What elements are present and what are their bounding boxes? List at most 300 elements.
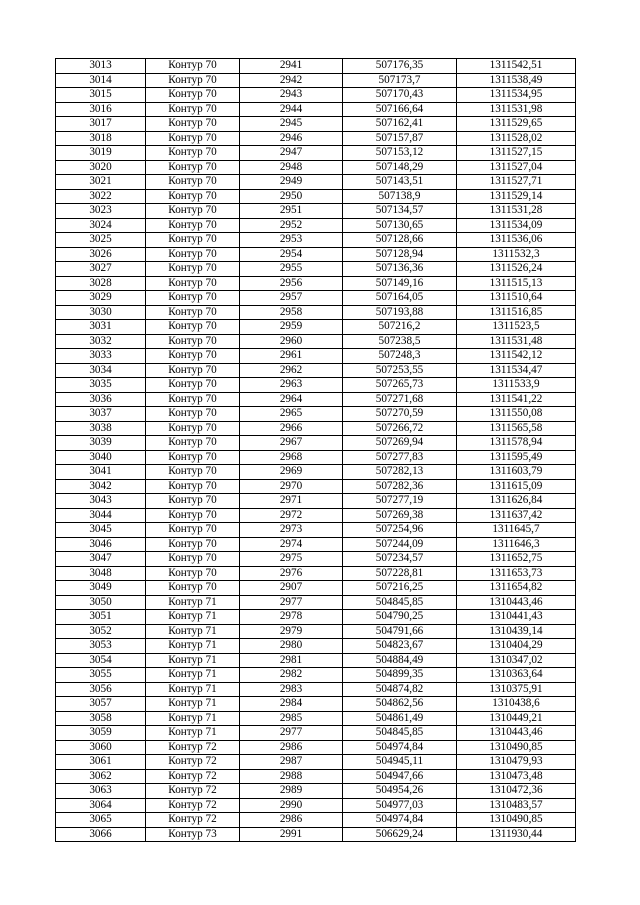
table-row	[56, 726, 576, 741]
point-number-cell: 2978	[240, 610, 343, 625]
row-number-cell: 3018	[56, 131, 146, 146]
point-number-cell: 2944	[240, 102, 343, 117]
row-number-cell: 3019	[56, 146, 146, 161]
x-coordinate-cell: 504947,66	[343, 769, 457, 784]
row-number-cell: 3051	[56, 610, 146, 625]
x-coordinate-cell: 504884,49	[343, 653, 457, 668]
x-coordinate-cell: 507253,55	[343, 363, 457, 378]
point-number-cell: 2982	[240, 668, 343, 683]
point-number-cell: 2952	[240, 218, 343, 233]
table-row	[56, 740, 576, 755]
row-number-cell: 3025	[56, 233, 146, 248]
row-number-cell: 3032	[56, 334, 146, 349]
row-number-cell: 3048	[56, 566, 146, 581]
point-number-cell: 2947	[240, 146, 343, 161]
table-row	[56, 117, 576, 132]
point-number-cell: 2973	[240, 523, 343, 538]
contour-cell: Контур 70	[146, 102, 240, 117]
table-row	[56, 624, 576, 639]
row-number-cell: 3020	[56, 160, 146, 175]
x-coordinate-cell: 507166,64	[343, 102, 457, 117]
point-number-cell: 2984	[240, 697, 343, 712]
x-coordinate-cell: 507138,9	[343, 189, 457, 204]
point-number-cell: 2907	[240, 581, 343, 596]
point-number-cell: 2970	[240, 479, 343, 494]
x-coordinate-cell: 507216,25	[343, 581, 457, 596]
x-coordinate-cell: 507234,57	[343, 552, 457, 567]
y-coordinate-cell: 1311527,04	[457, 160, 576, 175]
table-row	[56, 450, 576, 465]
contour-cell: Контур 70	[146, 59, 240, 74]
table-row	[56, 407, 576, 422]
x-coordinate-cell: 507282,13	[343, 465, 457, 480]
contour-cell: Контур 71	[146, 639, 240, 654]
y-coordinate-cell: 1311603,79	[457, 465, 576, 480]
y-coordinate-cell: 1311565,58	[457, 421, 576, 436]
point-number-cell: 2977	[240, 595, 343, 610]
contour-cell: Контур 70	[146, 88, 240, 103]
row-number-cell: 3016	[56, 102, 146, 117]
x-coordinate-cell: 507248,3	[343, 349, 457, 364]
contour-cell: Контур 70	[146, 363, 240, 378]
x-coordinate-cell: 507162,41	[343, 117, 457, 132]
row-number-cell: 3039	[56, 436, 146, 451]
x-coordinate-cell: 507157,87	[343, 131, 457, 146]
y-coordinate-cell: 1310449,21	[457, 711, 576, 726]
point-number-cell: 2969	[240, 465, 343, 480]
point-number-cell: 2974	[240, 537, 343, 552]
table-row	[56, 566, 576, 581]
x-coordinate-cell: 504790,25	[343, 610, 457, 625]
point-number-cell: 2951	[240, 204, 343, 219]
y-coordinate-cell: 1311538,49	[457, 73, 576, 88]
y-coordinate-cell: 1311653,73	[457, 566, 576, 581]
point-number-cell: 2987	[240, 755, 343, 770]
table-row	[56, 508, 576, 523]
y-coordinate-cell: 1311528,02	[457, 131, 576, 146]
y-coordinate-cell: 1310472,36	[457, 784, 576, 799]
contour-cell: Контур 70	[146, 566, 240, 581]
row-number-cell: 3029	[56, 291, 146, 306]
y-coordinate-cell: 1310490,85	[457, 813, 576, 828]
x-coordinate-cell: 504861,49	[343, 711, 457, 726]
point-number-cell: 2953	[240, 233, 343, 248]
point-number-cell: 2980	[240, 639, 343, 654]
table-row	[56, 668, 576, 683]
contour-cell: Контур 70	[146, 218, 240, 233]
x-coordinate-cell: 507128,94	[343, 247, 457, 262]
table-row	[56, 392, 576, 407]
row-number-cell: 3027	[56, 262, 146, 277]
point-number-cell: 2976	[240, 566, 343, 581]
y-coordinate-cell: 1311626,84	[457, 494, 576, 509]
contour-cell: Контур 72	[146, 740, 240, 755]
point-number-cell: 2946	[240, 131, 343, 146]
contour-cell: Контур 70	[146, 392, 240, 407]
contour-cell: Контур 70	[146, 320, 240, 335]
row-number-cell: 3023	[56, 204, 146, 219]
y-coordinate-cell: 1311533,9	[457, 378, 576, 393]
x-coordinate-cell: 507193,88	[343, 305, 457, 320]
table-row	[56, 653, 576, 668]
table-row	[56, 682, 576, 697]
contour-cell: Контур 72	[146, 769, 240, 784]
contour-cell: Контур 72	[146, 813, 240, 828]
x-coordinate-cell: 507277,83	[343, 450, 457, 465]
row-number-cell: 3024	[56, 218, 146, 233]
table-row	[56, 378, 576, 393]
table-row	[56, 73, 576, 88]
x-coordinate-cell: 507136,36	[343, 262, 457, 277]
point-number-cell: 2975	[240, 552, 343, 567]
table-row	[56, 175, 576, 190]
x-coordinate-cell: 507173,7	[343, 73, 457, 88]
contour-cell: Контур 71	[146, 624, 240, 639]
point-number-cell: 2968	[240, 450, 343, 465]
contour-cell: Контур 70	[146, 508, 240, 523]
contour-cell: Контур 71	[146, 668, 240, 683]
table-row	[56, 581, 576, 596]
point-number-cell: 2989	[240, 784, 343, 799]
point-number-cell: 2963	[240, 378, 343, 393]
row-number-cell: 3031	[56, 320, 146, 335]
x-coordinate-cell: 507176,35	[343, 59, 457, 74]
y-coordinate-cell: 1310473,48	[457, 769, 576, 784]
contour-cell: Контур 70	[146, 407, 240, 422]
point-number-cell: 2985	[240, 711, 343, 726]
contour-cell: Контур 70	[146, 117, 240, 132]
table-body	[56, 59, 576, 842]
row-number-cell: 3028	[56, 276, 146, 291]
table-row	[56, 146, 576, 161]
point-number-cell: 2948	[240, 160, 343, 175]
row-number-cell: 3065	[56, 813, 146, 828]
table-row	[56, 494, 576, 509]
point-number-cell: 2962	[240, 363, 343, 378]
x-coordinate-cell: 507266,72	[343, 421, 457, 436]
table-row	[56, 88, 576, 103]
point-number-cell: 2991	[240, 827, 343, 842]
contour-cell: Контур 71	[146, 726, 240, 741]
point-number-cell: 2983	[240, 682, 343, 697]
y-coordinate-cell: 1311510,64	[457, 291, 576, 306]
point-number-cell: 2964	[240, 392, 343, 407]
point-number-cell: 2949	[240, 175, 343, 190]
y-coordinate-cell: 1310483,57	[457, 798, 576, 813]
table-row	[56, 233, 576, 248]
y-coordinate-cell: 1310441,43	[457, 610, 576, 625]
point-number-cell: 2990	[240, 798, 343, 813]
point-number-cell: 2981	[240, 653, 343, 668]
contour-cell: Контур 70	[146, 494, 240, 509]
point-number-cell: 2967	[240, 436, 343, 451]
y-coordinate-cell: 1311516,85	[457, 305, 576, 320]
row-number-cell: 3043	[56, 494, 146, 509]
table-row	[56, 798, 576, 813]
table-row	[56, 479, 576, 494]
y-coordinate-cell: 1310363,64	[457, 668, 576, 683]
x-coordinate-cell: 506629,24	[343, 827, 457, 842]
row-number-cell: 3055	[56, 668, 146, 683]
table-row	[56, 595, 576, 610]
x-coordinate-cell: 507143,51	[343, 175, 457, 190]
table-row	[56, 769, 576, 784]
row-number-cell: 3035	[56, 378, 146, 393]
contour-cell: Контур 70	[146, 73, 240, 88]
x-coordinate-cell: 507254,96	[343, 523, 457, 538]
point-number-cell: 2941	[240, 59, 343, 74]
contour-cell: Контур 70	[146, 378, 240, 393]
y-coordinate-cell: 1311534,47	[457, 363, 576, 378]
point-number-cell: 2945	[240, 117, 343, 132]
y-coordinate-cell: 1310443,46	[457, 726, 576, 741]
table-row	[56, 291, 576, 306]
table-row	[56, 421, 576, 436]
contour-cell: Контур 70	[146, 247, 240, 262]
row-number-cell: 3041	[56, 465, 146, 480]
x-coordinate-cell: 507270,59	[343, 407, 457, 422]
y-coordinate-cell: 1311531,48	[457, 334, 576, 349]
point-number-cell: 2988	[240, 769, 343, 784]
row-number-cell: 3013	[56, 59, 146, 74]
y-coordinate-cell: 1311645,7	[457, 523, 576, 538]
coordinates-table	[55, 58, 576, 842]
y-coordinate-cell: 1311615,09	[457, 479, 576, 494]
contour-cell: Контур 70	[146, 552, 240, 567]
y-coordinate-cell: 1311532,3	[457, 247, 576, 262]
row-number-cell: 3038	[56, 421, 146, 436]
row-number-cell: 3030	[56, 305, 146, 320]
x-coordinate-cell: 504862,56	[343, 697, 457, 712]
row-number-cell: 3062	[56, 769, 146, 784]
point-number-cell: 2986	[240, 740, 343, 755]
contour-cell: Контур 72	[146, 755, 240, 770]
contour-cell: Контур 70	[146, 436, 240, 451]
point-number-cell: 2957	[240, 291, 343, 306]
contour-cell: Контур 71	[146, 697, 240, 712]
y-coordinate-cell: 1311515,13	[457, 276, 576, 291]
row-number-cell: 3017	[56, 117, 146, 132]
table-row	[56, 639, 576, 654]
row-number-cell: 3037	[56, 407, 146, 422]
table-row	[56, 320, 576, 335]
row-number-cell: 3049	[56, 581, 146, 596]
y-coordinate-cell: 1310375,91	[457, 682, 576, 697]
y-coordinate-cell: 1311637,42	[457, 508, 576, 523]
row-number-cell: 3054	[56, 653, 146, 668]
row-number-cell: 3047	[56, 552, 146, 567]
x-coordinate-cell: 507269,94	[343, 436, 457, 451]
x-coordinate-cell: 507282,36	[343, 479, 457, 494]
y-coordinate-cell: 1311542,12	[457, 349, 576, 364]
table-row	[56, 697, 576, 712]
x-coordinate-cell: 507153,12	[343, 146, 457, 161]
contour-cell: Контур 70	[146, 291, 240, 306]
row-number-cell: 3045	[56, 523, 146, 538]
x-coordinate-cell: 504845,85	[343, 726, 457, 741]
point-number-cell: 2955	[240, 262, 343, 277]
contour-cell: Контур 71	[146, 610, 240, 625]
contour-cell: Контур 70	[146, 233, 240, 248]
y-coordinate-cell: 1311578,94	[457, 436, 576, 451]
y-coordinate-cell: 1311930,44	[457, 827, 576, 842]
contour-cell: Контур 70	[146, 131, 240, 146]
x-coordinate-cell: 504974,84	[343, 813, 457, 828]
contour-cell: Контур 72	[146, 798, 240, 813]
x-coordinate-cell: 507269,38	[343, 508, 457, 523]
row-number-cell: 3057	[56, 697, 146, 712]
point-number-cell: 2965	[240, 407, 343, 422]
contour-cell: Контур 70	[146, 146, 240, 161]
contour-cell: Контур 73	[146, 827, 240, 842]
x-coordinate-cell: 507170,43	[343, 88, 457, 103]
table-row	[56, 784, 576, 799]
table-row	[56, 436, 576, 451]
x-coordinate-cell: 504823,67	[343, 639, 457, 654]
x-coordinate-cell: 507164,05	[343, 291, 457, 306]
contour-cell: Контур 71	[146, 653, 240, 668]
row-number-cell: 3052	[56, 624, 146, 639]
row-number-cell: 3026	[56, 247, 146, 262]
table-row	[56, 610, 576, 625]
x-coordinate-cell: 507238,5	[343, 334, 457, 349]
contour-cell: Контур 72	[146, 784, 240, 799]
table-row	[56, 523, 576, 538]
table-row	[56, 305, 576, 320]
point-number-cell: 2960	[240, 334, 343, 349]
contour-cell: Контур 70	[146, 276, 240, 291]
contour-cell: Контур 70	[146, 334, 240, 349]
point-number-cell: 2954	[240, 247, 343, 262]
table-row	[56, 552, 576, 567]
y-coordinate-cell: 1311526,24	[457, 262, 576, 277]
row-number-cell: 3046	[56, 537, 146, 552]
y-coordinate-cell: 1311531,28	[457, 204, 576, 219]
x-coordinate-cell: 504945,11	[343, 755, 457, 770]
contour-cell: Контур 70	[146, 204, 240, 219]
y-coordinate-cell: 1311523,5	[457, 320, 576, 335]
table-row	[56, 218, 576, 233]
contour-cell: Контур 71	[146, 682, 240, 697]
table-row	[56, 537, 576, 552]
x-coordinate-cell: 504899,35	[343, 668, 457, 683]
contour-cell: Контур 71	[146, 711, 240, 726]
point-number-cell: 2956	[240, 276, 343, 291]
x-coordinate-cell: 507277,19	[343, 494, 457, 509]
row-number-cell: 3066	[56, 827, 146, 842]
y-coordinate-cell: 1311527,15	[457, 146, 576, 161]
table-row	[56, 465, 576, 480]
row-number-cell: 3059	[56, 726, 146, 741]
row-number-cell: 3064	[56, 798, 146, 813]
row-number-cell: 3050	[56, 595, 146, 610]
row-number-cell: 3036	[56, 392, 146, 407]
contour-cell: Контур 70	[146, 175, 240, 190]
table-row	[56, 262, 576, 277]
row-number-cell: 3033	[56, 349, 146, 364]
contour-cell: Контур 70	[146, 421, 240, 436]
contour-cell: Контур 70	[146, 581, 240, 596]
x-coordinate-cell: 507228,81	[343, 566, 457, 581]
contour-cell: Контур 71	[146, 595, 240, 610]
contour-cell: Контур 70	[146, 305, 240, 320]
row-number-cell: 3053	[56, 639, 146, 654]
x-coordinate-cell: 504954,26	[343, 784, 457, 799]
point-number-cell: 2943	[240, 88, 343, 103]
point-number-cell: 2977	[240, 726, 343, 741]
y-coordinate-cell: 1311527,71	[457, 175, 576, 190]
point-number-cell: 2979	[240, 624, 343, 639]
y-coordinate-cell: 1311531,98	[457, 102, 576, 117]
table-row	[56, 59, 576, 74]
point-number-cell: 2942	[240, 73, 343, 88]
y-coordinate-cell: 1311534,95	[457, 88, 576, 103]
point-number-cell: 2972	[240, 508, 343, 523]
table-row	[56, 189, 576, 204]
x-coordinate-cell: 504791,66	[343, 624, 457, 639]
row-number-cell: 3063	[56, 784, 146, 799]
row-number-cell: 3058	[56, 711, 146, 726]
x-coordinate-cell: 507244,09	[343, 537, 457, 552]
row-number-cell: 3022	[56, 189, 146, 204]
table-row	[56, 363, 576, 378]
table-row	[56, 160, 576, 175]
row-number-cell: 3040	[56, 450, 146, 465]
x-coordinate-cell: 507216,2	[343, 320, 457, 335]
x-coordinate-cell: 507134,57	[343, 204, 457, 219]
table-row	[56, 102, 576, 117]
table-row	[56, 813, 576, 828]
table-row	[56, 276, 576, 291]
y-coordinate-cell: 1311652,75	[457, 552, 576, 567]
row-number-cell: 3014	[56, 73, 146, 88]
y-coordinate-cell: 1311646,3	[457, 537, 576, 552]
y-coordinate-cell: 1311542,51	[457, 59, 576, 74]
contour-cell: Контур 70	[146, 465, 240, 480]
contour-cell: Контур 70	[146, 537, 240, 552]
row-number-cell: 3042	[56, 479, 146, 494]
x-coordinate-cell: 507128,66	[343, 233, 457, 248]
point-number-cell: 2958	[240, 305, 343, 320]
row-number-cell: 3056	[56, 682, 146, 697]
y-coordinate-cell: 1310479,93	[457, 755, 576, 770]
row-number-cell: 3015	[56, 88, 146, 103]
contour-cell: Контур 70	[146, 479, 240, 494]
table-row	[56, 755, 576, 770]
table-row	[56, 247, 576, 262]
y-coordinate-cell: 1311541,22	[457, 392, 576, 407]
x-coordinate-cell: 507148,29	[343, 160, 457, 175]
row-number-cell: 3061	[56, 755, 146, 770]
y-coordinate-cell: 1311550,08	[457, 407, 576, 422]
y-coordinate-cell: 1310347,02	[457, 653, 576, 668]
point-number-cell: 2966	[240, 421, 343, 436]
contour-cell: Контур 70	[146, 450, 240, 465]
x-coordinate-cell: 504977,03	[343, 798, 457, 813]
x-coordinate-cell: 504874,82	[343, 682, 457, 697]
table-row	[56, 334, 576, 349]
y-coordinate-cell: 1311534,09	[457, 218, 576, 233]
point-number-cell: 2961	[240, 349, 343, 364]
point-number-cell: 2959	[240, 320, 343, 335]
table-row	[56, 349, 576, 364]
x-coordinate-cell: 507130,65	[343, 218, 457, 233]
table-row	[56, 711, 576, 726]
y-coordinate-cell: 1311654,82	[457, 581, 576, 596]
y-coordinate-cell: 1310439,14	[457, 624, 576, 639]
x-coordinate-cell: 507265,73	[343, 378, 457, 393]
point-number-cell: 2986	[240, 813, 343, 828]
